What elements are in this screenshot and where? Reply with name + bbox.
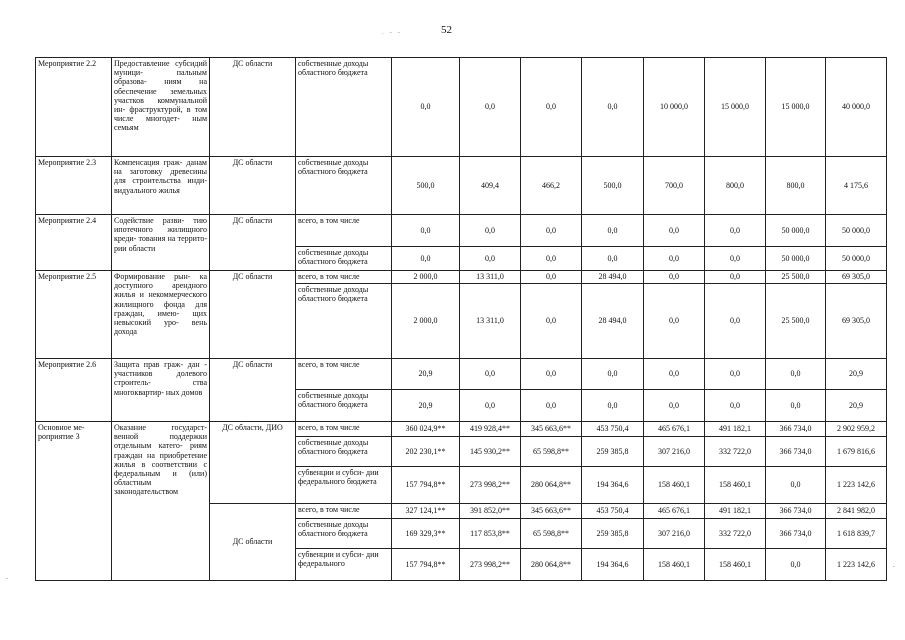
value-cell: 0,0 bbox=[460, 247, 521, 271]
value-cell: 194 364,6 bbox=[582, 467, 644, 504]
table-row bbox=[36, 271, 887, 284]
value-cell: 345 663,6** bbox=[521, 504, 582, 519]
value-cell: 1 223 142,6 bbox=[826, 549, 887, 581]
value-cell: 0,0 bbox=[705, 390, 766, 422]
value-cell: 50 000,0 bbox=[826, 215, 887, 247]
value-cell: 0,0 bbox=[705, 359, 766, 390]
value-cell: 2 000,0 bbox=[392, 271, 460, 284]
value-cell: 0,0 bbox=[705, 247, 766, 271]
value-cell: 20,9 bbox=[826, 390, 887, 422]
value-cell: 366 734,0 bbox=[766, 519, 826, 549]
table-row bbox=[36, 359, 887, 390]
value-cell: 0,0 bbox=[766, 390, 826, 422]
value-cell: 25 500,0 bbox=[766, 284, 826, 359]
measure-description: Защита прав граж- дан - участников долевого строитель- ства многоквартир- ных домов bbox=[112, 359, 210, 422]
value-cell: 466,2 bbox=[521, 157, 582, 215]
value-cell: 157 794,8** bbox=[392, 467, 460, 504]
value-cell: 2 841 982,0 bbox=[826, 504, 887, 519]
funding-source: собственные доходы областного бюджета bbox=[296, 390, 392, 422]
value-cell: 391 852,0** bbox=[460, 504, 521, 519]
value-cell: 465 676,1 bbox=[644, 504, 705, 519]
measure-description: Предоставление субсидий муници- пальным образова- ниям на обеспечение земельных участков коммунальной ин- фраструктурой, в том числе многодет- ным семьям bbox=[112, 58, 210, 157]
funding-source: собственные доходы областного бюджета bbox=[296, 284, 392, 359]
value-cell: 0,0 bbox=[582, 390, 644, 422]
responsible-executor: ДС области, ДИО bbox=[210, 422, 296, 504]
value-cell: 2 000,0 bbox=[392, 284, 460, 359]
value-cell: 0,0 bbox=[521, 271, 582, 284]
value-cell: 0,0 bbox=[644, 390, 705, 422]
value-cell: 0,0 bbox=[644, 359, 705, 390]
value-cell: 10 000,0 bbox=[644, 58, 705, 157]
funding-source: всего, в том числе bbox=[296, 215, 392, 247]
value-cell: 28 494,0 bbox=[582, 284, 644, 359]
value-cell: 259 385,8 bbox=[582, 437, 644, 467]
value-cell: 117 853,8** bbox=[460, 519, 521, 549]
value-cell: 419 928,4** bbox=[460, 422, 521, 437]
value-cell: 273 998,2** bbox=[460, 549, 521, 581]
value-cell: 0,0 bbox=[582, 58, 644, 157]
value-cell: 0,0 bbox=[521, 247, 582, 271]
value-cell: 50 000,0 bbox=[766, 215, 826, 247]
value-cell: 307 216,0 bbox=[644, 519, 705, 549]
value-cell: 25 500,0 bbox=[766, 271, 826, 284]
value-cell: 0,0 bbox=[766, 549, 826, 581]
value-cell: 0,0 bbox=[392, 247, 460, 271]
value-cell: 500,0 bbox=[392, 157, 460, 215]
value-cell: 800,0 bbox=[766, 157, 826, 215]
value-cell: 0,0 bbox=[460, 215, 521, 247]
value-cell: 0,0 bbox=[392, 58, 460, 157]
funding-source: всего, в том числе bbox=[296, 359, 392, 390]
value-cell: 158 460,1 bbox=[644, 467, 705, 504]
measure-code: Мероприятие 2.5 bbox=[36, 271, 112, 359]
table-row bbox=[36, 58, 887, 157]
value-cell: 800,0 bbox=[705, 157, 766, 215]
funding-source: собственные доходы областного бюджета bbox=[296, 58, 392, 157]
measure-description: Содействие разви- тию ипотечного жилищного креди- тования на террито- рии области bbox=[112, 215, 210, 271]
value-cell: 0,0 bbox=[644, 247, 705, 271]
value-cell: 0,0 bbox=[521, 359, 582, 390]
value-cell: 2 902 959,2 bbox=[826, 422, 887, 437]
value-cell: 0,0 bbox=[582, 359, 644, 390]
measure-description: Формирование рын- ка доступного арендного жилья и некоммерческого жилищного фонда для граждан, имею- щих невысокий уро- вень дохода bbox=[112, 271, 210, 359]
value-cell: 0,0 bbox=[705, 215, 766, 247]
value-cell: 345 663,6** bbox=[521, 422, 582, 437]
value-cell: 280 064,8** bbox=[521, 467, 582, 504]
responsible-executor: ДС области bbox=[210, 215, 296, 271]
funding-source: собственные доходы областного бюджета bbox=[296, 437, 392, 467]
responsible-executor: ДС области bbox=[210, 157, 296, 215]
value-cell: 0,0 bbox=[460, 359, 521, 390]
value-cell: 0,0 bbox=[521, 284, 582, 359]
value-cell: 169 329,3** bbox=[392, 519, 460, 549]
value-cell: 259 385,8 bbox=[582, 519, 644, 549]
value-cell: 0,0 bbox=[521, 390, 582, 422]
value-cell: 0,0 bbox=[460, 58, 521, 157]
right-margin-mark: . bbox=[893, 560, 895, 569]
value-cell: 491 182,1 bbox=[705, 504, 766, 519]
funding-source: всего, в том числе bbox=[296, 504, 392, 519]
funding-source: субвенции и субси- дии федерального bbox=[296, 549, 392, 581]
value-cell: 0,0 bbox=[766, 359, 826, 390]
funding-source: всего, в том числе bbox=[296, 271, 392, 284]
value-cell: 0,0 bbox=[582, 247, 644, 271]
responsible-executor: ДС области bbox=[210, 504, 296, 581]
funding-source: собственные доходы областного бюджета bbox=[296, 157, 392, 215]
value-cell: 1 679 816,6 bbox=[826, 437, 887, 467]
value-cell: 273 998,2** bbox=[460, 467, 521, 504]
funding-source: собственные доходы областного бюджета bbox=[296, 519, 392, 549]
value-cell: 50 000,0 bbox=[826, 247, 887, 271]
value-cell: 15 000,0 bbox=[705, 58, 766, 157]
measure-code: Основное ме- роприятие 3 bbox=[36, 422, 112, 581]
value-cell: 20,9 bbox=[392, 390, 460, 422]
funding-source: собственные доходы областного бюджета bbox=[296, 247, 392, 271]
value-cell: 0,0 bbox=[392, 215, 460, 247]
value-cell: 158 460,1 bbox=[644, 549, 705, 581]
value-cell: 65 598,8** bbox=[521, 519, 582, 549]
value-cell: 0,0 bbox=[705, 271, 766, 284]
value-cell: 0,0 bbox=[705, 284, 766, 359]
top-marks: . - - bbox=[382, 28, 402, 36]
value-cell: 0,0 bbox=[644, 215, 705, 247]
value-cell: 20,9 bbox=[826, 359, 887, 390]
value-cell: 158 460,1 bbox=[705, 549, 766, 581]
value-cell: 69 305,0 bbox=[826, 284, 887, 359]
value-cell: 4 175,6 bbox=[826, 157, 887, 215]
value-cell: 332 722,0 bbox=[705, 519, 766, 549]
value-cell: 327 124,1** bbox=[392, 504, 460, 519]
value-cell: 28 494,0 bbox=[582, 271, 644, 284]
value-cell: 145 930,2** bbox=[460, 437, 521, 467]
value-cell: 500,0 bbox=[582, 157, 644, 215]
value-cell: 465 676,1 bbox=[644, 422, 705, 437]
value-cell: 409,4 bbox=[460, 157, 521, 215]
responsible-executor: ДС области bbox=[210, 271, 296, 359]
table-row bbox=[36, 422, 887, 437]
funding-source: субвенции и субси- дии федерального бюджета bbox=[296, 467, 392, 504]
measure-code: Мероприятие 2.3 bbox=[36, 157, 112, 215]
value-cell: 0,0 bbox=[582, 215, 644, 247]
value-cell: 491 182,1 bbox=[705, 422, 766, 437]
budget-table bbox=[35, 57, 887, 581]
value-cell: 13 311,0 bbox=[460, 271, 521, 284]
value-cell: 50 000,0 bbox=[766, 247, 826, 271]
value-cell: 0,0 bbox=[644, 271, 705, 284]
page-number: 52 bbox=[441, 24, 452, 36]
value-cell: 0,0 bbox=[644, 284, 705, 359]
value-cell: 0,0 bbox=[460, 390, 521, 422]
measure-description: Оказание государст- венной поддержки отдельным катего- риям граждан на приобретение жилья в соответствии с федеральным и (или) областным законодательством bbox=[112, 422, 210, 581]
table-row bbox=[36, 157, 887, 215]
value-cell: 280 064,8** bbox=[521, 549, 582, 581]
value-cell: 453 750,4 bbox=[582, 504, 644, 519]
measure-code: Мероприятие 2.6 bbox=[36, 359, 112, 422]
value-cell: 69 305,0 bbox=[826, 271, 887, 284]
value-cell: 13 311,0 bbox=[460, 284, 521, 359]
value-cell: 360 024,9** bbox=[392, 422, 460, 437]
value-cell: 0,0 bbox=[521, 58, 582, 157]
value-cell: 158 460,1 bbox=[705, 467, 766, 504]
value-cell: 700,0 bbox=[644, 157, 705, 215]
value-cell: 332 722,0 bbox=[705, 437, 766, 467]
value-cell: 20,9 bbox=[392, 359, 460, 390]
table-row bbox=[36, 215, 887, 247]
value-cell: 0,0 bbox=[766, 467, 826, 504]
responsible-executor: ДС области bbox=[210, 359, 296, 422]
value-cell: 194 364,6 bbox=[582, 549, 644, 581]
value-cell: 40 000,0 bbox=[826, 58, 887, 157]
funding-source: всего, в том числе bbox=[296, 422, 392, 437]
value-cell: 157 794,8** bbox=[392, 549, 460, 581]
value-cell: 65 598,8** bbox=[521, 437, 582, 467]
value-cell: 366 734,0 bbox=[766, 422, 826, 437]
value-cell: 366 734,0 bbox=[766, 437, 826, 467]
value-cell: 1 618 839,7 bbox=[826, 519, 887, 549]
value-cell: 307 216,0 bbox=[644, 437, 705, 467]
value-cell: 1 223 142,6 bbox=[826, 467, 887, 504]
value-cell: 366 734,0 bbox=[766, 504, 826, 519]
value-cell: 0,0 bbox=[521, 215, 582, 247]
left-margin-mark: . bbox=[6, 572, 8, 581]
value-cell: 202 230,1** bbox=[392, 437, 460, 467]
measure-code: Мероприятие 2.4 bbox=[36, 215, 112, 271]
responsible-executor: ДС области bbox=[210, 58, 296, 157]
value-cell: 15 000,0 bbox=[766, 58, 826, 157]
value-cell: 453 750,4 bbox=[582, 422, 644, 437]
measure-description: Компенсация граж- данам на заготовку древесины для строительства инди- видуального жилья bbox=[112, 157, 210, 215]
measure-code: Мероприятие 2.2 bbox=[36, 58, 112, 157]
